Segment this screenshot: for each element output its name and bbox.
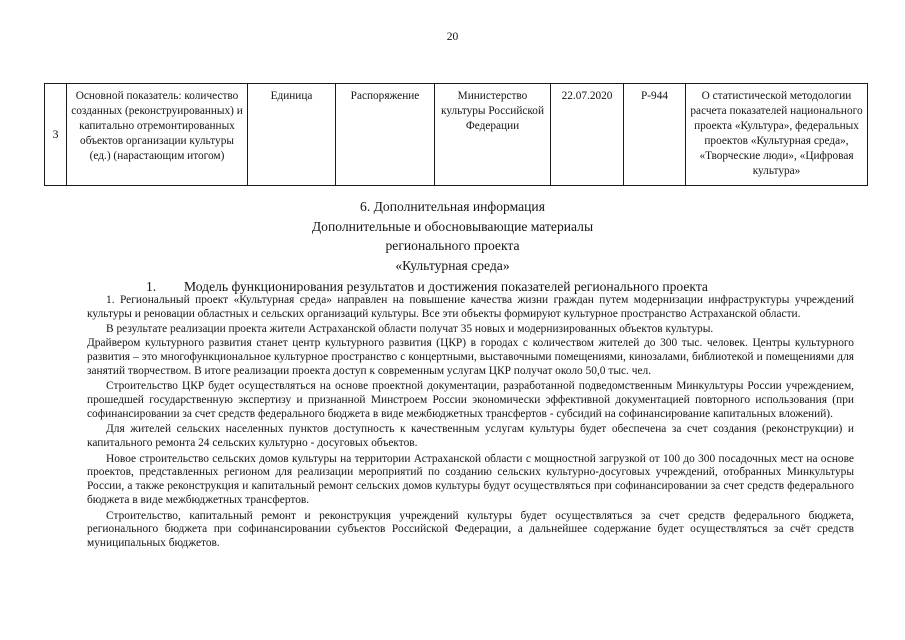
unit-cell: Единица xyxy=(248,84,336,186)
page-number: 20 xyxy=(446,31,459,43)
section-subheading-3: «Культурная среда» xyxy=(395,258,510,273)
paragraph: Новое строительство сельских домов культуры на территории Астраханской области с мощностной загрузкой от 100 до 300 посадочных мест на основе проектов, представленных регионом для реализации мероприятий по созданию сельских культурно-досуговых учреждений, отобранных Минкультуры России, а также реконструкция и капитальный ремонт сельских домов культуры будут осуществляться при софинансировании за счет средств федерального бюджета в виде межбюджетных трансфертов. xyxy=(87,452,854,506)
model-heading-number: 1. xyxy=(146,279,157,294)
section-subheading-2: регионального проекта xyxy=(385,238,520,253)
body-text xyxy=(87,294,854,551)
document-type-cell: Распоряжение xyxy=(336,84,435,186)
section-subheading-1: Дополнительные и обосновывающие материалы xyxy=(311,219,594,234)
model-heading xyxy=(146,279,708,295)
indicator-cell: Основной показатель: количество созданных (реконструированных) и капитально отремонтированных объектов организации культуры (ед.) (нарастающим итогом) xyxy=(67,84,248,186)
issuer-cell: Министерство культуры Российской Федерации xyxy=(435,84,551,186)
section-heading: 6. Дополнительная информация xyxy=(360,199,545,214)
indicator-table xyxy=(44,83,868,186)
model-heading-title: Модель функционирования результатов и достижения показателей регионального проекта xyxy=(184,279,708,294)
row-number-cell: 3 xyxy=(45,84,67,186)
date-cell: 22.07.2020 xyxy=(551,84,624,186)
paragraph: Строительство ЦКР будет осуществляться на основе проектной документации, разработанной подведомственным Минкультуры России учреждением, прошедшей государственную экспертизу и признанной Минстроем России экономически эффективной документацией повторного использования (при софинансировании за счет средств федерального бюджета в виде межбюджетных трансфертов - субсидий на софинансирование капитальных вложений). xyxy=(87,380,854,420)
paragraph: 1. Региональный проект «Культурная среда» направлен на повышение качества жизни граждан путем модернизации инфраструктуры учреждений культуры и реновации областных и сельских организаций культуры. Все эти объекты формируют культурное пространство Астраханской области. xyxy=(87,294,854,320)
document-title-cell: О статистической методологии расчета показателей национального проекта «Культура», федеральных проектов «Культурная среда», «Творческие люди», «Цифровая культура» xyxy=(686,84,868,186)
doc-number-cell: Р-944 xyxy=(624,84,686,186)
table-row xyxy=(45,84,868,186)
paragraph: Для жителей сельских населенных пунктов доступность к качественным услугам культуры будет обеспечена за счет создания (реконструкции) и капитального ремонта 24 сельских культурно - досуговых объектов. xyxy=(87,423,854,450)
paragraph: Строительство, капитальный ремонт и реконструкция учреждений культуры будет осуществляться за счет средств федерального бюджета, регионального бюджета при софинансировании субъектов Российской Федерации, а дальнейшее содержание будет осуществляться за счёт средств муниципальных бюджетов. xyxy=(87,509,854,549)
paragraph: Драйвером культурного развития станет центр культурного развития (ЦКР) в городах с количеством жителей до 300 тыс. человек. Центры культурного развития – это многофункциональное культурное пространство с концертными, выставочными помещениями, кинозалами, библиотекой и помещениями для занятий творчеством. В итоге реализации проекта доступ к современным услугам ЦКР получат около 50,0 тыс. чел. xyxy=(87,337,854,377)
paragraph: В результате реализации проекта жители Астраханской области получат 35 новых и модернизированных объектов культуры. xyxy=(106,323,714,336)
